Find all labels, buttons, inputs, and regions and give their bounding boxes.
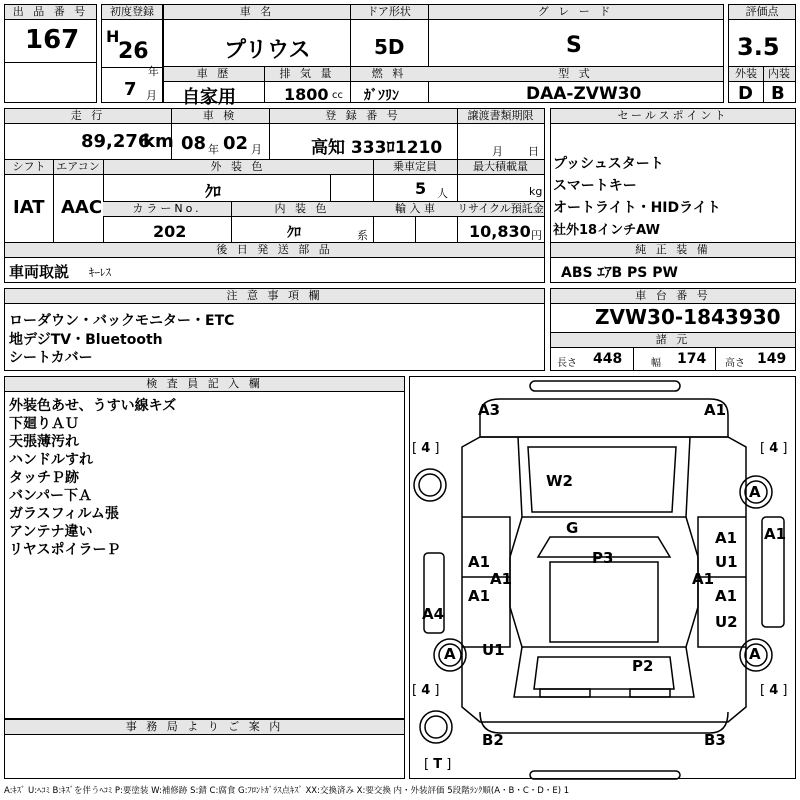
mark: U1 <box>715 553 738 571</box>
mark: A <box>749 645 761 663</box>
mark: U2 <box>715 613 738 631</box>
displacement-label: 排 気 量 <box>264 67 350 82</box>
capacity-unit: 人 <box>437 187 448 200</box>
notes-label: 注 意 事 項 欄 <box>5 289 544 304</box>
color-no-label: カラーNo. <box>103 202 231 217</box>
first-reg-label: 初度登録 <box>102 5 162 20</box>
int-color-value: ｸﾛ <box>287 225 301 241</box>
mark: A1 <box>704 401 727 419</box>
office-box <box>4 719 405 779</box>
color-no-value: 202 <box>153 222 187 241</box>
displacement-unit: cc <box>332 90 343 101</box>
inspector-line: リヤスポイラーＰ <box>9 542 121 558</box>
transfer-label: 譲渡書類期限 <box>457 109 544 124</box>
model-label: 型 式 <box>428 67 723 82</box>
inspector-box <box>4 376 405 719</box>
plate-label: 登 録 番 号 <box>269 109 457 124</box>
mileage-unit: km <box>143 131 174 152</box>
transfer-day-unit: 日 <box>528 145 539 158</box>
lot-box <box>4 4 97 103</box>
reg-month: 7 <box>124 79 137 100</box>
grade-value: S <box>566 33 582 58</box>
inspector-line: タッチＰ跡 <box>9 470 79 486</box>
car-name: プリウス <box>224 38 311 63</box>
car-diagram <box>410 377 797 780</box>
later-parts-sub: ｷｰﾚｽ <box>89 266 111 279</box>
grade-label: グ レ ー ド <box>428 5 723 20</box>
ext-color-label: 外 装 色 <box>103 160 373 175</box>
sales-point: スマートキー <box>553 178 637 194</box>
height-label: 高さ <box>725 358 745 369</box>
fuel-label: 燃 料 <box>350 67 428 82</box>
model-value: DAA-ZVW30 <box>526 84 642 104</box>
inspector-label: 検 査 員 記 入 欄 <box>5 377 404 392</box>
specs-box <box>4 108 545 258</box>
inspector-line: アンテナ違い <box>9 524 93 540</box>
tread-fr: [ 4 ] <box>760 441 788 456</box>
lot-label: 出 品 番 号 <box>5 5 96 20</box>
mark: P2 <box>632 657 654 675</box>
mark: A1 <box>468 553 491 571</box>
mark: U1 <box>482 641 505 659</box>
inspection-label: 車 検 <box>171 109 269 124</box>
later-parts-label: 後 日 発 送 部 品 <box>5 243 544 258</box>
tread-rr: [ 4 ] <box>760 683 788 698</box>
load-unit: kg <box>529 185 543 198</box>
mark: A4 <box>422 605 445 623</box>
mark: A1 <box>490 570 513 588</box>
mark: A1 <box>715 587 738 605</box>
shift-label: シフト <box>5 160 53 175</box>
load-label: 最大積載量 <box>457 160 544 175</box>
mark: B3 <box>704 731 726 749</box>
mark: G <box>566 519 579 537</box>
month-unit: 月 <box>146 89 157 102</box>
shift-value: IAT <box>13 197 45 218</box>
sales-point: オートライト・HIDライト <box>553 200 721 216</box>
car-name-label: 車 名 <box>164 5 350 20</box>
mark: P3 <box>592 549 614 567</box>
inspector-line: 外装色あせ、うすい線キズ <box>9 398 177 414</box>
mileage-value: 89,276 <box>81 131 151 152</box>
recycle-unit: 円 <box>531 229 542 242</box>
capacity-value: 5 <box>415 179 427 198</box>
inspector-line: 天張薄汚れ <box>9 434 79 450</box>
tread-fl: [ 4 ] <box>412 441 440 456</box>
inspection-month-unit: 月 <box>251 143 262 156</box>
sales-box <box>550 108 796 258</box>
length-label: 長さ <box>557 358 577 369</box>
height-value: 149 <box>757 351 787 367</box>
mark: A <box>749 483 761 501</box>
car-info-box <box>163 4 724 108</box>
equipment-value-box <box>550 257 796 283</box>
score-box <box>728 4 796 103</box>
lot-number: 167 <box>25 25 80 55</box>
year-unit: 年 <box>148 65 159 78</box>
later-parts-value-box <box>4 257 545 283</box>
sales-point: 社外18インチAW <box>553 223 660 238</box>
recycle-label: リサイクル預託金 <box>457 202 544 215</box>
door-value: 5D <box>374 35 405 59</box>
sales-label: セールスポイント <box>551 109 795 124</box>
inspection-month: 02 <box>223 133 249 154</box>
mark: A1 <box>692 570 715 588</box>
tread-rl: [ 4 ] <box>412 683 440 698</box>
equipment-label: 純 正 装 備 <box>551 243 795 258</box>
history-value: 自家用 <box>182 87 236 108</box>
note-line: 地デジTV・Bluetooth <box>9 332 163 348</box>
mark: A1 <box>468 587 491 605</box>
length-value: 448 <box>593 351 623 367</box>
door-label: ドア形状 <box>350 5 428 20</box>
inspector-line: 下廻りＡＵ <box>9 416 79 432</box>
inspector-line: ハンドルすれ <box>9 452 93 468</box>
ext-color-value: ｸﾛ <box>205 182 222 201</box>
chassis-label: 車 台 番 号 <box>551 289 795 304</box>
mileage-label: 走 行 <box>5 109 171 124</box>
note-line: シートカバー <box>9 350 93 366</box>
int-color-unit: 系 <box>357 229 368 242</box>
fuel-value: ｶﾞｿﾘﾝ <box>364 88 399 104</box>
int-score: B <box>771 83 785 104</box>
capacity-label: 乗車定員 <box>373 160 457 175</box>
reg-year: 26 <box>118 39 149 64</box>
note-line: ローダウン・バックモニター・ETC <box>9 313 235 329</box>
ac-label: エアコン <box>53 160 103 175</box>
inspector-line: ガラスフィルム張 <box>9 506 119 522</box>
car-diagram-box <box>409 376 796 779</box>
era: H <box>106 27 120 46</box>
dims-label: 諸 元 <box>551 333 795 348</box>
inspection-year-unit: 年 <box>208 143 219 156</box>
mark: A1 <box>764 525 787 543</box>
score-label: 評価点 <box>729 5 795 20</box>
equipment-value: ABS ｴｱB PS PW <box>561 265 678 281</box>
ext-label: 外装 <box>729 67 763 82</box>
displacement-value: 1800 <box>284 85 329 104</box>
first-reg-box <box>101 4 163 103</box>
office-label: 事 務 局 よ り ご 案 内 <box>5 720 404 735</box>
inspection-year: 08 <box>181 133 207 154</box>
ext-score: D <box>738 83 753 104</box>
sales-point: プッシュスタート <box>553 156 664 172</box>
ac-value: AAC <box>61 197 103 218</box>
mark: A3 <box>478 401 501 419</box>
notes-box <box>4 288 545 371</box>
score-value: 3.5 <box>737 33 780 61</box>
int-color-label: 内 装 色 <box>231 202 373 217</box>
legend: A:ｷｽﾞ U:ﾍｺﾐ B:ｷｽﾞを伴うﾍｺﾐ P:要塗装 W:補修跡 S:錆 C:腐食 G:ﾌﾛﾝﾄｶﾞﾗｽ点ｷｽﾞ XX:交換済み X:要交換 内・外装評価 5段階ﾗﾝｸ順(A・B・C・D・E) 1 <box>4 786 570 796</box>
transfer-month-unit: 月 <box>492 145 503 158</box>
spare-tire-label: [ T ] <box>424 757 452 772</box>
mark: A1 <box>715 529 738 547</box>
mark: W2 <box>546 472 573 490</box>
recycle-value: 10,830 <box>469 222 531 241</box>
history-label: 車 歴 <box>164 67 264 82</box>
int-label: 内装 <box>763 67 795 82</box>
chassis-box <box>550 288 796 371</box>
chassis-number: ZVW30-1843930 <box>595 305 781 329</box>
width-label: 幅 <box>651 358 661 369</box>
later-parts-value: 車両取説 <box>9 263 70 281</box>
inspector-line: バンパー下Ａ <box>9 488 93 504</box>
width-value: 174 <box>677 351 707 367</box>
import-label: 輸 入 車 <box>373 202 457 217</box>
mark: B2 <box>482 731 504 749</box>
plate-value: 高知 333ﾛ1210 <box>311 138 443 158</box>
mark: A <box>444 645 456 663</box>
